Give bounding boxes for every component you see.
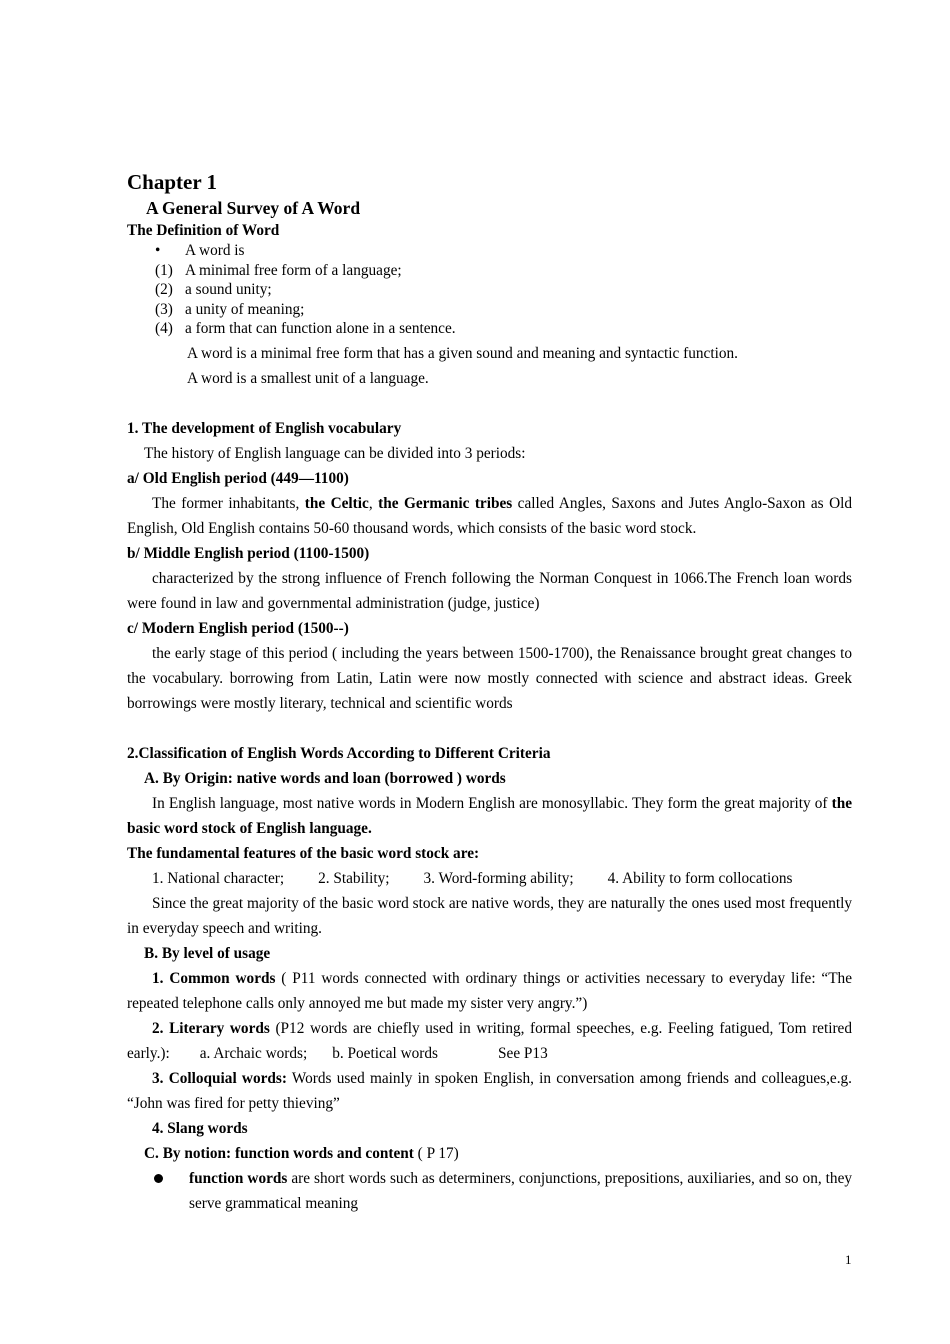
item-text: a sound unity; <box>185 281 272 298</box>
item-text: a unity of meaning; <box>185 300 305 318</box>
spacer <box>127 391 852 416</box>
function-words-item <box>127 1166 852 1216</box>
text-run: a. Archaic words; <box>199 1044 308 1062</box>
common-words-paragraph <box>127 966 852 1016</box>
bold-run: 1. Common words <box>152 969 276 987</box>
text-run: In English language, most native words in Modern English are monosyllabic. They form the great majority of <box>152 794 832 812</box>
feature-item: 4. Ability to form collocations <box>607 869 793 887</box>
text-run: ( P11 words connected with ordinary things or activities necessary to everyday life: “The repeated telephone calls only annoyed me but made my sister very angry.”) <box>127 969 852 1012</box>
slang-words-heading: 4. Slang words <box>152 1119 248 1137</box>
bold-run: 3. Colloquial words: <box>152 1069 287 1087</box>
page-number: 1 <box>845 1252 852 1267</box>
features-heading: The fundamental features of the basic word stock are: <box>127 844 480 862</box>
modern-english-heading: c/ Modern English period (1500--) <box>127 619 349 637</box>
text-run: , <box>368 494 379 512</box>
definition-intro <box>127 241 852 261</box>
bold-run: the Celtic <box>304 494 369 512</box>
bold-run: C. By notion: function words and content <box>144 1144 414 1162</box>
literary-words-paragraph <box>127 1016 852 1066</box>
section-1-heading: 1. The development of English vocabulary <box>127 419 402 437</box>
modern-english-paragraph: the early stage of this period ( including the years between 1500-1700), the Renaissance brought great changes to the vocabulary. borrowing from Latin, Latin were now mostly connected with science and abstract ideas. Greek borrowings were mostly literary, technical and scientific words <box>127 644 852 712</box>
definition-item <box>127 319 852 339</box>
item-mark: (3) <box>155 300 173 318</box>
spacer <box>127 716 852 741</box>
item-mark: (1) <box>155 261 173 279</box>
section-1-intro: The history of English language can be divided into 3 periods: <box>144 444 526 462</box>
chapter-title: Chapter 1 <box>127 170 218 194</box>
item-mark: (2) <box>155 281 173 298</box>
document-page <box>127 168 852 1216</box>
function-words-text <box>189 1166 852 1216</box>
bold-run: the basic word stock of English language. <box>127 794 852 837</box>
feature-item: 2. Stability; <box>318 869 390 887</box>
feature-item: 1. National character; <box>152 869 285 887</box>
by-level-heading: B. By level of usage <box>144 944 271 962</box>
item-text: a form that can function alone in a sentence. <box>185 320 456 337</box>
text-run: (P12 words are chiefly used in writing, formal speeches, e.g. Feeling fatigued, Tom retired early.): <box>127 1019 852 1062</box>
bold-run: 2. Literary words <box>152 1019 270 1037</box>
middle-english-paragraph: characterized by the strong influence of French following the Norman Conquest in 1066.The French loan words were found in law and governmental administration (judge, justice) <box>127 569 852 612</box>
section-2-heading: 2.Classification of English Words According to Different Criteria <box>127 744 551 762</box>
item-text: A minimal free form of a language; <box>185 261 402 279</box>
text-run: are short words such as determiners, conjunctions, prepositions, auxiliaries, and so on, they serve grammatical meaning <box>189 1169 853 1212</box>
definition-summary-2: A word is a smallest unit of a language. <box>187 369 429 387</box>
text-run: See P13 <box>498 1044 548 1062</box>
by-origin-paragraph <box>127 791 852 841</box>
definition-item <box>127 300 852 320</box>
bullet-dot-icon <box>127 1166 189 1216</box>
chapter-subtitle: A General Survey of A Word <box>146 198 361 218</box>
bold-run: the Germanic tribes <box>378 494 513 512</box>
feature-item: 3. Word-forming ability; <box>423 869 574 887</box>
text-run: b. Poetical words <box>332 1044 439 1062</box>
old-english-paragraph <box>127 491 852 541</box>
item-mark: (4) <box>155 320 173 337</box>
definition-summary-1: A word is a minimal free form that has a given sound and meaning and syntactic function. <box>187 344 738 362</box>
middle-english-heading: b/ Middle English period (1100-1500) <box>127 544 370 562</box>
colloquial-words-paragraph <box>127 1066 852 1116</box>
text-run: called Angles, Saxons and Jutes Anglo-Saxon as Old English, Old English contains 50-60 thousand words, which consists of the basic word stock. <box>127 494 853 537</box>
old-english-heading: a/ Old English period (449—1100) <box>127 469 349 487</box>
text-run: Words used mainly in spoken English, in conversation among friends and colleagues,e.g. “John was fired for petty thieving” <box>127 1069 852 1112</box>
bullet-mark: • <box>155 242 161 259</box>
definition-intro-text: A word is <box>185 242 245 259</box>
native-words-paragraph: Since the great majority of the basic word stock are native words, they are naturally the ones used most frequently in everyday speech and writing. <box>127 894 852 937</box>
text-run: The former inhabitants, <box>152 494 305 512</box>
by-notion-heading <box>127 1141 852 1166</box>
definition-heading: The Definition of Word <box>127 222 280 239</box>
text-run: ( P 17) <box>413 1144 459 1162</box>
features-list <box>127 866 852 891</box>
bold-run: function words <box>189 1169 288 1187</box>
by-origin-heading: A. By Origin: native words and loan (borrowed ) words <box>144 769 506 787</box>
definition-item <box>127 280 852 300</box>
definition-item <box>127 261 852 281</box>
